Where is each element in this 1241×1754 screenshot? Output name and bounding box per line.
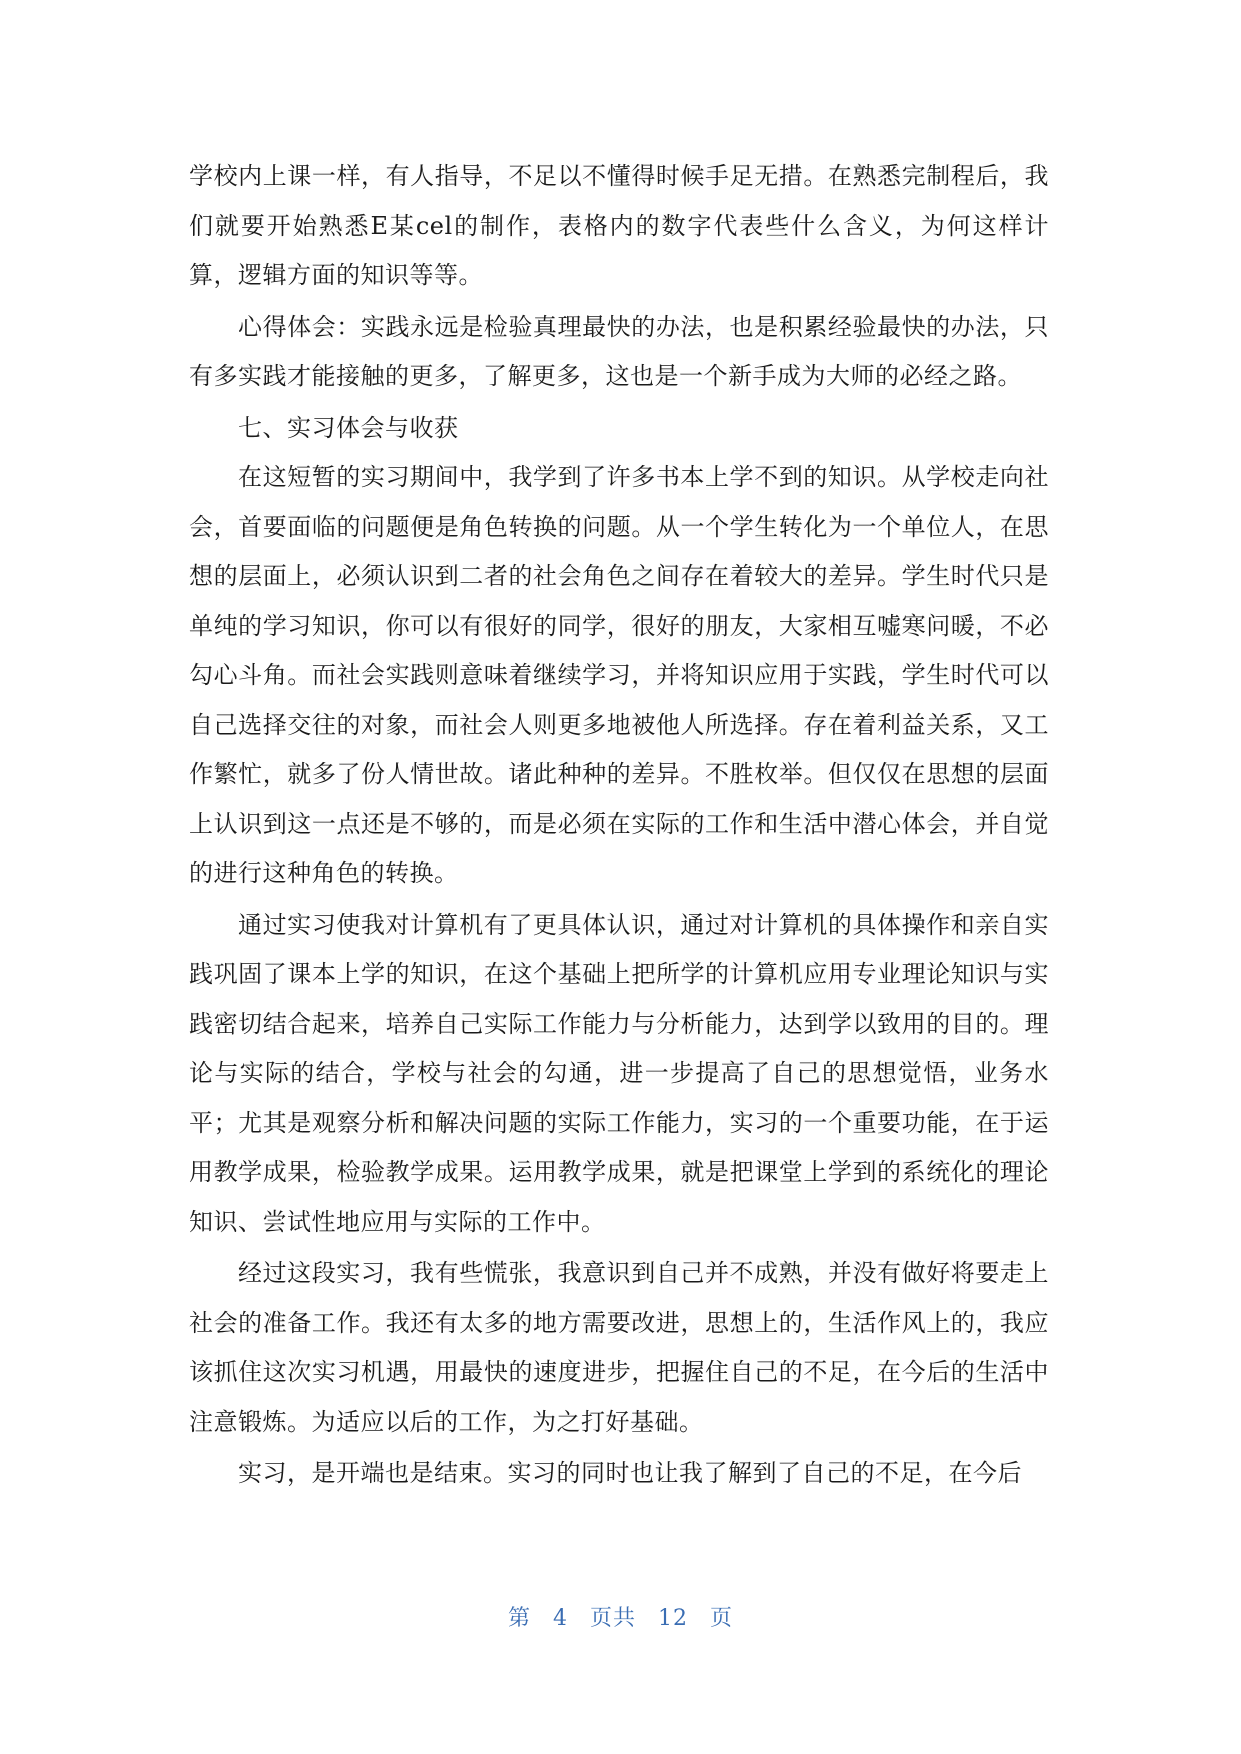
paragraph-role-transition: 在这短暂的实习期间中，我学到了许多书本上学不到的知识。从学校走向社会，首要面临的问题便是角色转换的问题。从一个学生转化为一个单位人，在思想的层面上，必须认识到二者的社会角色之间存在着较大的差异。学生时代只是单纯的学习知识，你可以有很好的同学，很好的朋友，大家相互嘘寒问暖，不必勾心斗角。而社会实践则意味着继续学习，并将知识应用于实践，学生时代可以自己选择交往的对象，而社会人则更多地被他人所选择。存在着利益关系，又工作繁忙，就多了份人情世故。诸此种种的差异。不胜枚举。但仅仅在思想的层面上认识到这一点还是不够的，而是必须在实际的工作和生活中潜心体会，并自觉的进行这种角色的转换。 (189, 463, 1049, 887)
footer-middle: 页共 (589, 1606, 636, 1631)
footer-prefix: 第 (507, 1606, 531, 1631)
footer-total-pages: 12 (658, 1606, 688, 1631)
paragraph-experience: 心得体会：实践永远是检验真理最快的办法，也是积累经验最快的办法，只有多实践才能接触的更多，了解更多，这也是一个新手成为大师的必经之路。 (189, 312, 1049, 390)
paragraph-continued-intro: 学校内上课一样，有人指导，不足以不懂得时候手足无措。在熟悉完制程后，我们就要开始熟悉E某cel的制作，表格内的数字代表些什么含义，为何这样计算，逻辑方面的知识等等。 (189, 162, 1049, 289)
document-body (189, 152, 1049, 1499)
paragraph-self-reflection: 经过这段实习，我有些慌张，我意识到自己并不成熟，并没有做好将要走上社会的准备工作。我还有太多的地方需要改进，思想上的，生活作风上的，我应该抓住这次实习机遇，用最快的速度进步，把握住自己的不足，在今后的生活中注意锻炼。为适应以后的工作，为之打好基础。 (189, 1259, 1049, 1436)
section-heading-internship-gains: 七、实习体会与收获 (238, 413, 459, 442)
footer-suffix: 页 (710, 1606, 734, 1631)
footer-current-page: 4 (552, 1606, 568, 1631)
paragraph-computer-knowledge: 通过实习使我对计算机有了更具体认识，通过对计算机的具体操作和亲自实践巩固了课本上学的知识，在这个基础上把所学的计算机应用专业理论知识与实践密切结合起来，培养自己实际工作能力与分析能力，达到学以致用的目的。理论与实际的结合，学校与社会的勾通，进一步提高了自己的思想觉悟，业务水平；尤其是观察分析和解决问题的实际工作能力，实习的一个重要功能，在于运用教学成果，检验教学成果。运用教学成果，就是把课堂上学到的系统化的理论知识、尝试性地应用与实际的工作中。 (189, 910, 1049, 1236)
page-footer (0, 1601, 1241, 1632)
paragraph-conclusion-start: 实习，是开端也是结束。实习的同时也让我了解到了自己的不足，在今后 (238, 1459, 1022, 1487)
